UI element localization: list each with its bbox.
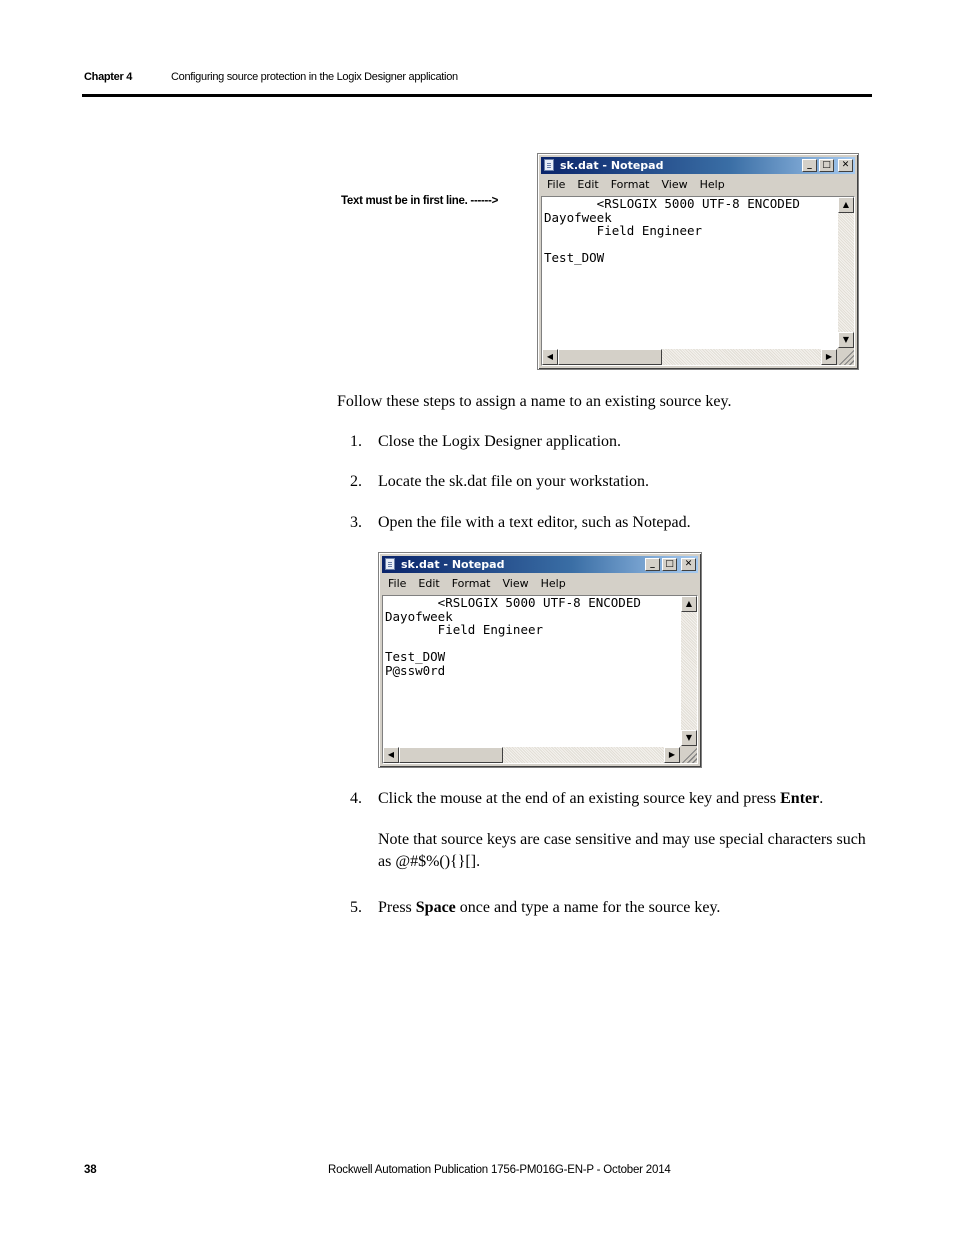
scroll-down-icon[interactable]: ▼ <box>681 730 697 746</box>
minimize-icon[interactable]: _ <box>645 558 660 571</box>
menu-file[interactable]: File <box>388 577 407 590</box>
key-name: Space <box>415 899 456 916</box>
chapter-label: Chapter 4 <box>84 71 133 83</box>
notepad-title-bar <box>382 556 698 573</box>
notepad-content[interactable]: <RSLOGIX 5000 UTF-8 ENCODED Dayofweek Field Engineer Test_DOW P@ssw0rd <box>385 596 641 678</box>
menu-format[interactable]: Format <box>610 178 650 191</box>
resize-grip-icon[interactable] <box>680 746 697 763</box>
scroll-right-icon[interactable]: ▶ <box>664 747 680 763</box>
maximize-icon[interactable]: □ <box>662 558 677 571</box>
menu-edit[interactable]: Edit <box>418 577 440 590</box>
first-line-callout: Text must be in first line. ------> <box>341 195 499 207</box>
menu-help[interactable]: Help <box>699 178 725 191</box>
notepad-icon <box>544 159 554 171</box>
scroll-right-icon[interactable]: ▶ <box>821 349 837 365</box>
menu-view[interactable]: View <box>661 178 688 191</box>
step-text: Close the Logix Designer application. <box>378 433 622 450</box>
horizontal-scroll-thumb[interactable] <box>399 747 503 763</box>
notepad-title: sk.dat - Notepad <box>560 159 664 172</box>
page-number: 38 <box>84 1164 97 1176</box>
step-text: Open the file with a text editor, such as Notepad. <box>378 514 691 531</box>
step-text <box>378 897 720 919</box>
horizontal-scrollbar[interactable] <box>542 349 837 365</box>
chapter-title: Configuring source protection in the Logix Designer application <box>171 71 458 83</box>
notepad-text-area[interactable] <box>382 595 698 764</box>
notepad-icon <box>385 558 395 570</box>
maximize-icon[interactable]: □ <box>819 159 834 172</box>
step-text-before: Press <box>378 899 416 916</box>
step-number: 1. <box>350 433 362 450</box>
vertical-scrollbar[interactable] <box>681 596 697 746</box>
step-text-before: Click the mouse at the end of an existing source key and press <box>378 790 781 807</box>
close-icon[interactable]: ✕ <box>838 159 853 172</box>
step-number: 2. <box>350 473 362 490</box>
scroll-down-icon[interactable]: ▼ <box>838 332 854 348</box>
step-number: 3. <box>350 514 362 531</box>
resize-grip-icon[interactable] <box>837 348 854 365</box>
minimize-icon[interactable]: _ <box>802 159 817 172</box>
menu-file[interactable]: File <box>547 178 566 191</box>
step-text-after: once and type a name for the source key. <box>455 899 721 916</box>
scroll-left-icon[interactable]: ◀ <box>383 747 399 763</box>
scroll-up-icon[interactable]: ▲ <box>681 596 697 612</box>
publication-info: Rockwell Automation Publication 1756-PM016G-EN-P - October 2014 <box>328 1164 671 1176</box>
notepad-menu-bar <box>541 176 731 194</box>
step-text-after: . <box>819 790 824 807</box>
header-rule <box>82 94 872 97</box>
notepad-window-1 <box>537 153 859 370</box>
menu-format[interactable]: Format <box>451 577 491 590</box>
step-text <box>378 788 823 810</box>
menu-edit[interactable]: Edit <box>577 178 599 191</box>
notepad-content[interactable]: <RSLOGIX 5000 UTF-8 ENCODED Dayofweek Field Engineer Test_DOW <box>544 197 800 266</box>
step-number: 5. <box>350 899 362 916</box>
horizontal-scrollbar[interactable] <box>383 747 680 763</box>
intro-text: Follow these steps to assign a name to an existing source key. <box>337 393 732 410</box>
step-number: 4. <box>350 790 362 807</box>
notepad-window-2 <box>378 552 702 768</box>
close-icon[interactable]: ✕ <box>681 558 696 571</box>
menu-help[interactable]: Help <box>540 577 566 590</box>
horizontal-scroll-thumb[interactable] <box>558 349 662 365</box>
notepad-menu-bar <box>382 575 572 593</box>
menu-view[interactable]: View <box>502 577 529 590</box>
scroll-left-icon[interactable]: ◀ <box>542 349 558 365</box>
scroll-up-icon[interactable]: ▲ <box>838 197 854 213</box>
notepad-title: sk.dat - Notepad <box>401 558 505 571</box>
key-name: Enter <box>780 790 820 807</box>
notepad-text-area[interactable] <box>541 196 855 366</box>
notepad-title-bar <box>541 157 855 174</box>
note-text: Note that source keys are case sensitive and may use special characters such as @#$%(){}[]. <box>378 831 866 870</box>
step-text: Locate the sk.dat file on your workstation. <box>378 473 650 490</box>
vertical-scrollbar[interactable] <box>838 197 854 348</box>
